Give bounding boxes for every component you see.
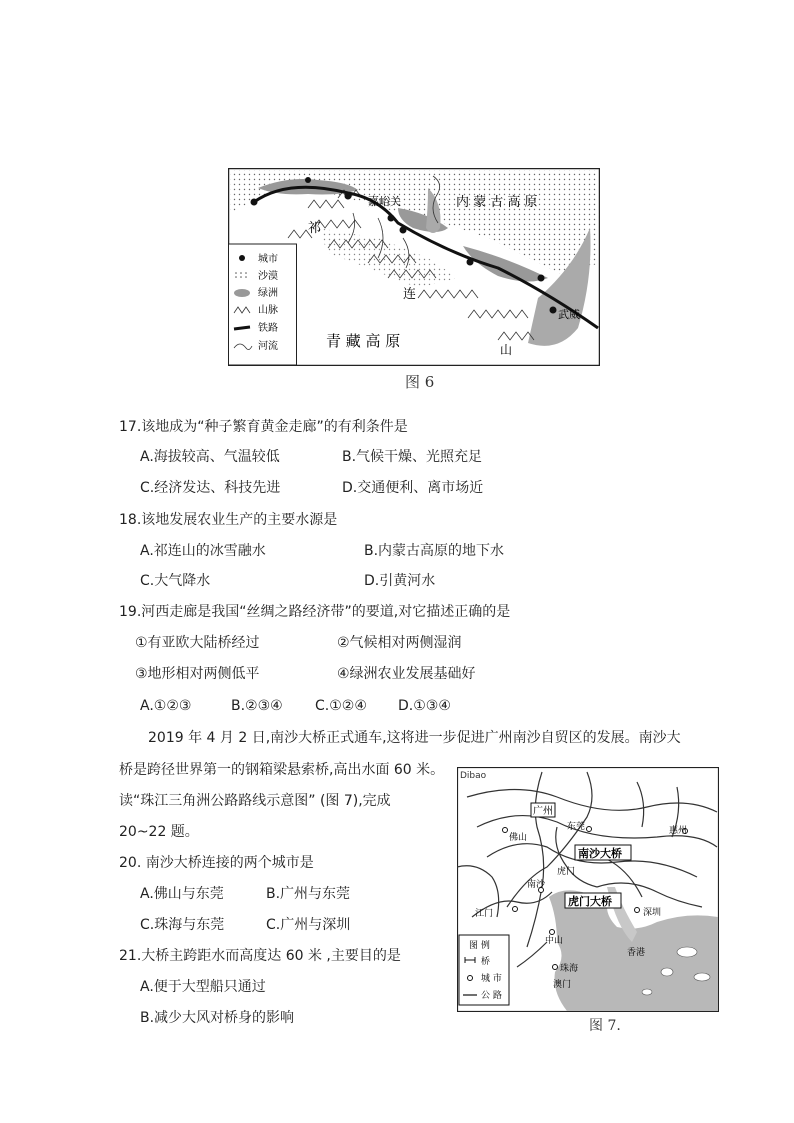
- city-foshan: 佛山: [509, 833, 528, 843]
- question-20-option-a: A.佛山与东莞: [140, 886, 224, 902]
- city-huizhou: 惠州: [669, 826, 688, 836]
- label-shan: 山: [500, 343, 513, 357]
- question-18-option-b: B.内蒙古高原的地下水: [364, 543, 505, 559]
- question-17-option-a: A.海拔较高、气温较低: [140, 449, 280, 465]
- label-inner-mongolia: 内 蒙 古 高 原: [456, 195, 538, 210]
- question-19-statement-3: ③地形相对两侧低平: [135, 666, 260, 682]
- question-21-stem: 21.大桥主跨距水而高度达 60 米 ,主要目的是: [119, 948, 401, 964]
- city-jiangmen: 江门: [475, 909, 494, 919]
- legend-label-railway: 铁路: [258, 323, 278, 334]
- map-corner-label: Dibao: [460, 771, 487, 781]
- question-19-statement-1: ①有亚欧大陆桥经过: [135, 635, 260, 651]
- question-20-stem: 20. 南沙大桥连接的两个城市是: [119, 855, 314, 871]
- question-21-option-a: A.便于大型船只通过: [140, 979, 266, 995]
- question-17-option-c: C.经济发达、科技先进: [140, 480, 281, 496]
- question-18-stem: 18.该地发展农业生产的主要水源是: [119, 512, 338, 528]
- passage-line-3: 读“珠江三角洲公路路线示意图” (图 7),完成: [119, 793, 391, 809]
- question-19-statement-2: ②气候相对两侧湿润: [337, 635, 462, 651]
- label-qi: 祁: [308, 221, 322, 236]
- figure-6-legend: [229, 244, 297, 365]
- question-17-stem: 17.该地成为“种子繁育黄金走廊”的有利条件是: [119, 419, 408, 435]
- question-19-stem: 19.河西走廊是我国“丝绸之路经济带”的要道,对它描述正确的是: [119, 604, 511, 620]
- question-19-option-b: B.②③④: [231, 698, 283, 714]
- figure-7-map: [457, 767, 719, 1012]
- question-19-option-d: D.①③④: [398, 698, 451, 714]
- legend-road-label: 公 路: [481, 991, 502, 1001]
- figure-6-map: [228, 168, 600, 366]
- passage-line-4: 20~22 题。: [119, 824, 199, 840]
- question-19-option-c: C.①②④: [315, 698, 367, 714]
- question-20-option-c: C.珠海与东莞: [140, 917, 225, 933]
- city-aomen: 澳门: [553, 980, 572, 990]
- label-wuwei: 武威: [558, 308, 580, 321]
- city-dongguan: 东莞: [567, 822, 586, 832]
- legend-bridge-label: 桥: [481, 957, 491, 967]
- label-lian: 连: [403, 287, 417, 302]
- legend-city-label: 城 市: [481, 974, 502, 984]
- city-xianggang: 香港: [627, 948, 646, 958]
- label-qinghai-tibet: 青 藏 高 原: [326, 332, 401, 350]
- passage-line-2: 桥是跨径世界第一的钢箱梁悬索桥,高出水面 60 米。: [119, 762, 445, 778]
- humen-bridge-label: 虎门大桥: [568, 895, 612, 908]
- question-19-option-a: A.①②③: [140, 698, 192, 714]
- question-18-option-d: D.引黄河水: [364, 573, 436, 589]
- city-zhuhai: 珠海: [560, 964, 579, 974]
- legend-label-city: 城市: [258, 254, 278, 265]
- nansha-bridge-label: 南沙大桥: [578, 847, 622, 860]
- legend-label-desert: 沙漠: [258, 271, 278, 282]
- city-guangzhou: 广州: [533, 806, 553, 817]
- question-18-option-a: A.祁连山的冰雪融水: [140, 543, 266, 559]
- figure-7-legend: [459, 935, 509, 1005]
- city-shenzhen: 深圳: [643, 908, 662, 918]
- legend-label-mountain: 山脉: [258, 305, 278, 316]
- figure-7-caption: 图 7.: [589, 1018, 621, 1034]
- city-nansha: 南沙: [527, 880, 546, 890]
- city-humen: 虎门: [557, 867, 576, 877]
- passage-line-1: 2019 年 4 月 2 日,南沙大桥正式通车,这将进一步促进广州南沙自贸区的发展。南沙大: [148, 730, 681, 746]
- question-20-option-b: B.广州与东莞: [266, 886, 351, 902]
- question-20-option-d: C.广州与深圳: [266, 917, 351, 933]
- question-17-option-d: D.交通便利、离市场近: [342, 480, 484, 496]
- city-zhongshan: 中山: [545, 936, 564, 946]
- question-17-option-b: B.气候干燥、光照充足: [342, 449, 483, 465]
- legend-label-oasis: 绿洲: [258, 288, 278, 299]
- question-18-option-c: C.大气降水: [140, 573, 211, 589]
- figure-6-caption: 图 6: [405, 373, 435, 391]
- label-jiayuguan: 嘉峪关: [368, 195, 401, 208]
- figure-7-legend-title: 图 例: [469, 941, 490, 951]
- question-21-option-b: B.减少大风对桥身的影响: [140, 1010, 295, 1026]
- legend-label-river: 河流: [258, 341, 278, 352]
- question-19-statement-4: ④绿洲农业发展基础好: [337, 666, 476, 682]
